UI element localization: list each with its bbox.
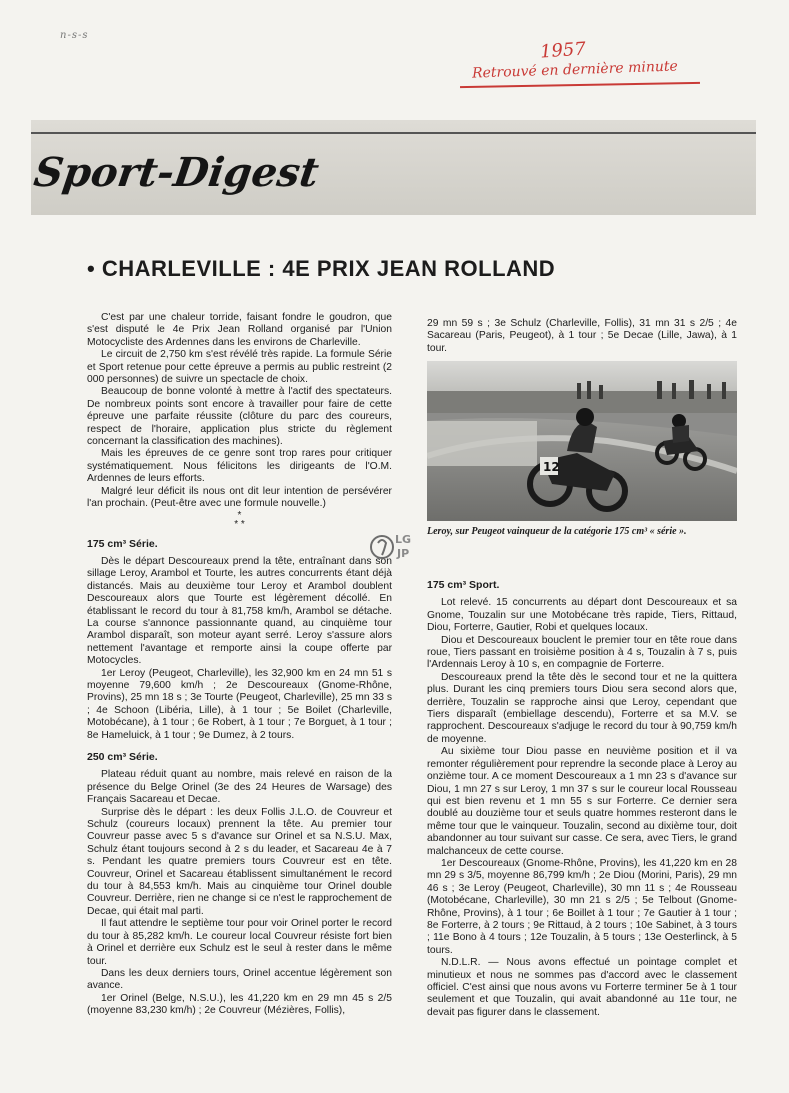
section-heading: 175 cm³ Sport.: [427, 579, 500, 591]
editor-note: N.D.L.R. — Nous avons effectué un pointage complet et minutieux et nous ne sommes pas d'accord avec le classement officiel. C'est ainsi que nous avons vu Forterre terminer 5e à 1 tour seulement et que Touzalin, qui avait abandonné au 11e tour, ne devait pas figurer dans le classement.: [427, 957, 737, 1018]
paragraph: Lot relevé. 15 concurrents au départ dont Descoureaux et sa Gnome, Touzalin sur une Motobécane très rapide, Tiers, Rittaud, Diou, Forterre, Gautier, Robi et quelques locaux.: [427, 597, 737, 634]
sport-digest-logo: [31, 140, 331, 202]
race-photo: [427, 361, 737, 521]
paragraph: Le circuit de 2,750 km s'est révélé très rapide. La formule Série et Sport retenue pour cette épreuve a permis au public restreint (2 000 personnes) de suivre un spectacle de choix.: [87, 349, 392, 386]
svg-text:12: 12: [543, 460, 560, 474]
paragraph: Dès le départ Descoureaux prend la tête, entraînant dans son sillage Leroy, Arambol et Tourte, les autres concurrents étant déjà distancés. Mais au deuxième tour Leroy et Arambol doublent Descoureaux alors que Tourte est légèrement décollé. En établissant le record du tour à 81,758 km/h, Arambol se détache. La course s'annonce passionnante quand, au cinquième tour Arambol disparaît, son moteur ayant serré. Leroy s'assure alors nettement l'avantage et remporte ainsi la coupe offerte par Motocycles.: [87, 555, 392, 667]
right-column-top: [427, 318, 737, 355]
banner-rule: [31, 132, 756, 134]
paragraph: Au sixième tour Diou passe en neuvième position et il va remonter régulièrement pour reprendre la seconde place à Leroy au onzième tour. A ce moment Descoureaux a 1 mn 23 s d'avance sur Diou, 1 mn 27 s sur Leroy, 1 mn 37 s sur le coureur local Rousseau qui est bien revenu et 1 mn 55 s sur Forterre. Ce dernier sera doublé au douzième tour et seuls quatre hommes resteront dans le même tour que le vainqueur. Touzalin, second au dixième tour, doit abandonner au tour suivant sur casse. Ce sera, avec Tiers, le grand malchanceux de cette course.: [427, 746, 737, 857]
left-column: [87, 312, 392, 1018]
results-paragraph: 1er Leroy (Peugeot, Charleville), les 32,900 km en 24 mn 51 s moyenne 79,600 km/h ; 2e Descoureaux (Gnome-Rhône, Provins), 25 mn 18 s ; 3e Tourte (Peugeot, Charleville), 25 mn 33 s ; 4e Schoon (Libéria, Lille), à 1 tour ; 5e Boilet (Charleville, Motobécane), à 1 tour ; 6e Robert, à 1 tour ; 7e Borguet, à 1 tour ; 8e Hameluick, à 1 tour ; 9e Dumez, à 2 tours.: [87, 667, 392, 741]
asterism: * * *: [234, 509, 245, 530]
photo-caption: Leroy, sur Peugeot vainqueur de la catégorie 175 cm³ « série ».: [427, 526, 687, 537]
paragraph: Surprise dès le départ : les deux Follis J.L.O. de Couvreur et Schulz (coureurs locaux) prennent la tête. Au premier tour Couvreur passe avec 5 s d'avance sur Orinel et sa N.S.U. Max, Schulz étant toujours second à 2 s du leader, et Sacareau 4e à 7 s. Pendant les quatre premiers tours Couvreur est en tête. Couvreur, Orinel et Sacareau établissent simultanément le record du tour à 84,553 km/h. Mais au cinquième tour Orinel double Couvreur. Derrière, rien ne change si ce n'est le rapprochement de Decae, qui était mal parti.: [87, 806, 392, 917]
results-continuation: 29 mn 59 s ; 3e Schulz (Charleville, Follis), 31 mn 31 s 2/5 ; 4e Sacareau (Paris, Peugeot), à 1 tour ; 5e Decae (Lille, Jawa), à 1 tour.: [427, 318, 737, 354]
paragraph: Diou et Descoureaux bouclent le premier tour en tête roue dans roue, Tiers passant en troisième position à 4 s, Touzalin à 7 s, puis l'Ardennais Leroy à 10 s, en compagnie de Forterre.: [427, 634, 737, 671]
svg-text:Sport-Digest: Sport-Digest: [31, 149, 322, 196]
paragraph: Descoureaux prend la tête dès le second tour et ne la quittera plus. Durant les cinq premiers tours Diou sera second alors que, derrière, Touzalin se rapproche ainsi que Leroy, cependant que Tiers disparaît (embiellage descendu), Forterre et sa M.V. se rapprochent. Descoureaux s'adjuge le record du tour à 90,759 km/h de moyenne.: [427, 671, 737, 745]
paragraph: Beaucoup de bonne volonté à mettre à l'actif des spectateurs. De nombreux points sont encore à travailler pour faire de cette épreuve une parfaite réussite (clôture du parc des coureurs, respect de l'horaire, application plus stricte du règlement concernant la classification des machines).: [87, 386, 392, 448]
handwritten-underline: [460, 82, 700, 88]
results-paragraph: 1er Orinel (Belge, N.S.U.), les 41,220 km en 29 mn 45 s 2/5 (moyenne 83,230 km/h) ; 2e Couvreur (Mézières, Follis),: [87, 992, 392, 1017]
right-column-main: [427, 570, 737, 1019]
results-paragraph: 1er Descoureaux (Gnome-Rhône, Provins), les 41,220 km en 28 mn 29 s 3/5, moyenne 86,799 km/h ; 2e Diou (Morini, Paris), 29 mn 46 s ; 3e Leroy (Peugeot, Charleville), 30 mn 11 s ; 4e Rousseau (Motobécane, Charleville), 30 mn 21 s 2/5 ; 5e Telbout (Gnome-Rhône, Provins), à 1 tour ; 6e Boillet à 1 tour ; 7e Gautier à 1 tour ; 8e Forterre, à 2 tours ; 9e Rittaud, à 2 tours ; 10e Sabinet, à 3 tours ; 11e Bono à 4 tours ; 12e Touzalin, à 5 tours ; 13e Oesterlinck, à 5 tours.: [427, 857, 737, 956]
paragraph: Dans les deux derniers tours, Orinel accentue légèrement son avance.: [87, 967, 392, 992]
section-heading: 175 cm³ Série.: [87, 537, 158, 550]
paragraph: Malgré leur déficit ils nous ont dit leur intention de persévérer l'an prochain. (Peut-être avec une formule nouvelle.): [87, 485, 392, 510]
section-heading: 250 cm³ Série.: [87, 751, 158, 763]
svg-text:JP: JP: [397, 547, 410, 560]
paragraph: Il faut attendre le septième tour pour voir Orinel porter le record du tour à 85,282 km/h. Le coureur local Couvreur résiste fort bien à Orinel et derrière eux Schulz est le seul à rester dans le même tour.: [87, 918, 392, 967]
headline-text: • CHARLEVILLE : 4E PRIX JEAN ROLLAND: [87, 256, 556, 281]
paragraph: Plateau réduit quant au nombre, mais relevé en raison de la présence du Belge Orinel (3e des 24 Heures de Warsage) des Français Sacareau et Decae.: [87, 769, 392, 806]
page-title: [87, 256, 555, 282]
svg-text:LG: LG: [395, 533, 412, 546]
corner-pencil-note: n-s-s: [60, 30, 89, 41]
handwritten-note: Retrouvé en dernière minute: [471, 58, 679, 82]
archive-stamp-icon: [368, 525, 418, 569]
paragraph: C'est par une chaleur torride, faisant fondre le goudron, que s'est disputé le 4e Prix Jean Rolland organisé par l'Union Motocycliste des Ardennes dans les environs de Charleville.: [87, 312, 392, 348]
paragraph: Mais les épreuves de ce genre sont trop rares pour critiquer systématiquement. Nous félicitons les dirigeants de l'O.M. Ardennes de leurs efforts.: [87, 448, 392, 485]
handwritten-year: 1957: [539, 38, 587, 63]
